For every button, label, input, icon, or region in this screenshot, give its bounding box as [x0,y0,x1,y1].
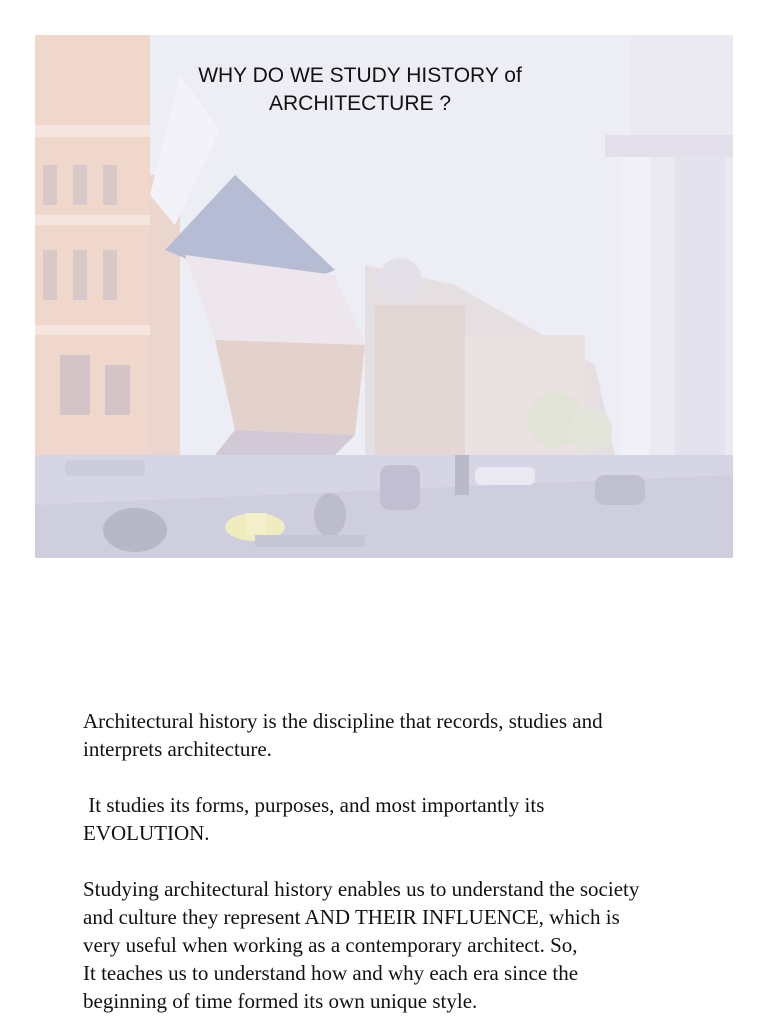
text-line: interprets architecture. [83,737,272,761]
text-line: very useful when working as a contemporary architect. So, [83,933,578,957]
text-line: and culture they represent AND THEIR INFLUENCE, which is [83,905,620,929]
text-line: EVOLUTION. [83,821,210,845]
text-line: Architectural history is the discipline that records, studies and [83,709,603,733]
text-line: Studying architectural history enables us to understand the society [83,877,640,901]
text-line: It teaches us to understand how and why each era since the [83,961,579,985]
body-text [83,707,723,1015]
text-line: beginning of time formed its own unique style. [83,989,478,1013]
text-line: It studies its forms, purposes, and most importantly its [83,793,545,817]
paragraph-evolution [83,791,723,847]
title-line-2: ARCHITECTURE ? [268,92,452,115]
title-line-1: WHY DO WE STUDY HISTORY of [198,64,522,87]
paragraph-purpose [83,875,723,1015]
slide-title [150,62,570,118]
paragraph-definition [83,707,723,763]
